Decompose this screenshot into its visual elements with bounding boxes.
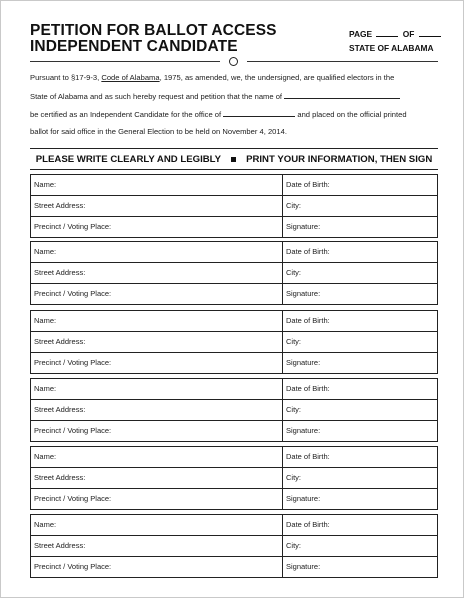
dob-field[interactable]: Date of Birth: (286, 180, 330, 189)
circle-ornament-icon (229, 57, 238, 66)
signature-field[interactable]: Signature: (286, 358, 321, 367)
instruction-left: PLEASE WRITE CLEARLY AND LEGIBLY (35, 153, 222, 165)
street-address-field[interactable]: Street Address: (34, 337, 86, 346)
square-bullet-icon (231, 157, 236, 162)
page-number-blank[interactable] (376, 29, 398, 37)
street-address-field[interactable]: Street Address: (34, 201, 86, 210)
candidate-name-blank[interactable] (284, 91, 400, 99)
state-label: STATE OF ALABAMA (349, 43, 434, 53)
city-field[interactable]: City: (286, 405, 301, 414)
city-field[interactable]: City: (286, 473, 301, 482)
signature-field[interactable]: Signature: (286, 426, 321, 435)
code-of-alabama-reference: Code of Alabama (101, 73, 160, 82)
address-row (31, 468, 437, 489)
precinct-row (31, 421, 437, 442)
address-row (31, 263, 437, 284)
name-field[interactable]: Name: (34, 520, 57, 529)
signature-field[interactable]: Signature: (286, 222, 321, 231)
city-field[interactable]: City: (286, 268, 301, 277)
precinct-field[interactable]: Precinct / Voting Place: (34, 222, 112, 231)
statement-line-1 (30, 73, 394, 82)
signature-field[interactable]: Signature: (286, 562, 321, 571)
dob-field[interactable]: Date of Birth: (286, 384, 330, 393)
title-line-2: INDEPENDENT CANDIDATE (30, 38, 238, 55)
page-info (349, 27, 443, 55)
dob-field[interactable]: Date of Birth: (286, 520, 330, 529)
page-number-line (349, 27, 443, 41)
office-blank[interactable] (223, 109, 295, 117)
address-row (31, 332, 437, 353)
divider-line-right (247, 61, 438, 62)
name-row (31, 515, 437, 536)
statement-line-2 (30, 91, 400, 101)
page-title (30, 23, 277, 55)
statement-text: be certified as an Independent Candidate for the office of (30, 110, 222, 119)
precinct-field[interactable]: Precinct / Voting Place: (34, 494, 112, 503)
statement-text: and placed on the official printed (297, 110, 407, 119)
precinct-row (31, 217, 437, 238)
instruction-right: PRINT YOUR INFORMATION, THEN SIGN (246, 153, 433, 165)
precinct-field[interactable]: Precinct / Voting Place: (34, 426, 112, 435)
dob-field[interactable]: Date of Birth: (286, 316, 330, 325)
city-field[interactable]: City: (286, 201, 301, 210)
instructions-banner (30, 148, 438, 170)
signer-entry (30, 378, 438, 442)
address-row (31, 196, 437, 217)
signature-field[interactable]: Signature: (286, 494, 321, 503)
divider-line-left (30, 61, 220, 62)
name-row (31, 311, 437, 332)
address-row (31, 536, 437, 557)
name-field[interactable]: Name: (34, 384, 57, 393)
dob-field[interactable]: Date of Birth: (286, 247, 330, 256)
statement-line-3 (30, 109, 407, 119)
precinct-row (31, 284, 437, 305)
title-line-1: PETITION FOR BALLOT ACCESS (30, 22, 277, 39)
name-row (31, 447, 437, 468)
statement-line-4 (30, 127, 287, 136)
signer-entry (30, 310, 438, 374)
city-field[interactable]: City: (286, 541, 301, 550)
precinct-row (31, 489, 437, 510)
street-address-field[interactable]: Street Address: (34, 405, 86, 414)
name-field[interactable]: Name: (34, 316, 57, 325)
name-row (31, 242, 437, 263)
city-field[interactable]: City: (286, 337, 301, 346)
name-row (31, 175, 437, 196)
signer-entry (30, 241, 438, 305)
street-address-field[interactable]: Street Address: (34, 268, 86, 277)
statement-text: Pursuant to §17-9-3, (30, 73, 102, 82)
of-label: OF (402, 29, 415, 39)
signer-entry (30, 446, 438, 510)
address-row (31, 400, 437, 421)
statement-text: ballot for said office in the General Election to be held on November 4, 2014. (30, 127, 287, 136)
statement-text: , 1975, as amended, we, the undersigned, are qualified electors in the (159, 73, 395, 82)
dob-field[interactable]: Date of Birth: (286, 452, 330, 461)
precinct-field[interactable]: Precinct / Voting Place: (34, 289, 112, 298)
street-address-field[interactable]: Street Address: (34, 473, 86, 482)
precinct-field[interactable]: Precinct / Voting Place: (34, 562, 112, 571)
precinct-row (31, 353, 437, 374)
signature-field[interactable]: Signature: (286, 289, 321, 298)
name-row (31, 379, 437, 400)
name-field[interactable]: Name: (34, 247, 57, 256)
statement-text: State of Alabama and as such hereby request and petition that the name of (30, 92, 283, 101)
name-field[interactable]: Name: (34, 180, 57, 189)
signer-entry (30, 174, 438, 238)
street-address-field[interactable]: Street Address: (34, 541, 86, 550)
ornament-divider (30, 61, 438, 62)
page-total-blank[interactable] (419, 29, 441, 37)
name-field[interactable]: Name: (34, 452, 57, 461)
precinct-field[interactable]: Precinct / Voting Place: (34, 358, 112, 367)
signer-entry (30, 514, 438, 578)
page-label: PAGE (349, 29, 373, 39)
precinct-row (31, 557, 437, 578)
